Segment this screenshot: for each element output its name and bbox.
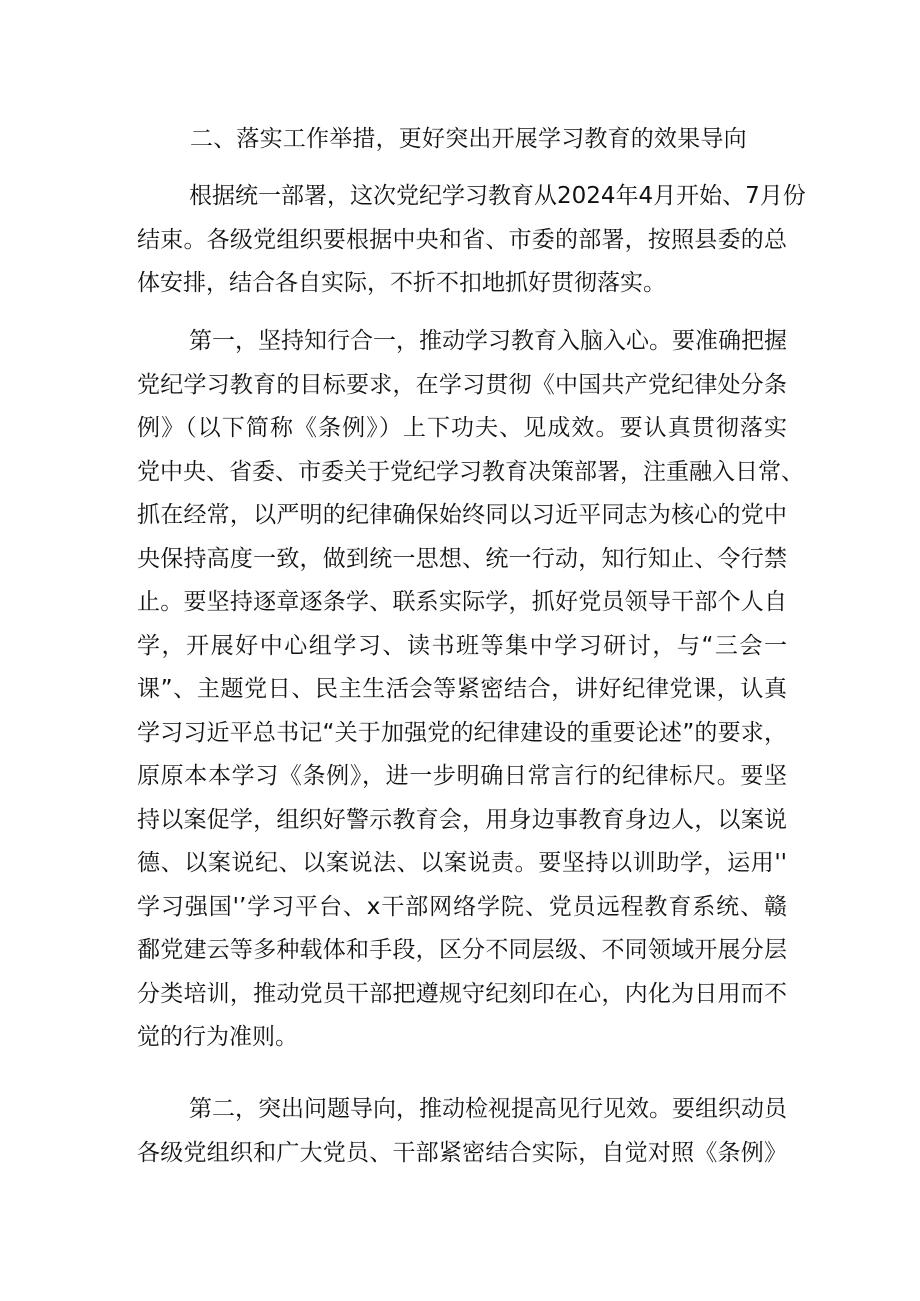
text-line: 课”、主题党日、民主生活会等紧密结合，讲好纪律党课，认真 <box>137 676 787 702</box>
text-line: 抓在经常，以严明的纪律确保始终同以习近平同志为核心的党中 <box>137 502 787 528</box>
text-line: 例》（以下简称《条例》）上下功夫、见成效。要认真贯彻落实 <box>137 415 787 441</box>
paragraph-second-point <box>137 1088 787 1175</box>
text-line: 觉的行为准则。 <box>137 1024 298 1050</box>
paragraph-deployment <box>137 175 806 306</box>
text-line: 学习强国'’学习平台、x干部网络学院、党员远程教育系统、赣 <box>137 893 787 920</box>
text-line: 各级党组织和广大党员、干部紧密结合实际，自觉对照《条例》 <box>137 1139 787 1166</box>
text-line: 党纪学习教育的目标要求，在学习贯彻《中国共产党纪律处分条 <box>137 371 787 398</box>
text-line: 鄱党建云等多种载体和手段，区分不同层级、不同领域开展分层 <box>137 937 787 963</box>
text-line: 止。要坚持逐章逐条学、联系实际学，抓好党员领导干部个人自 <box>137 589 787 615</box>
text-line: 结束。各级党组织要根据中央和省、市委的部署，按照县委的总 <box>137 226 787 253</box>
text-line: 分类培训，推动党员干部把遵规守纪刻印在心，内化为日用而不 <box>137 980 787 1007</box>
text-line: 德、以案说纪、以案说法、以案说责。要坚持以训助学，运用'' <box>137 850 787 876</box>
text-line: 党中央、省委、市委关于党纪学习教育决策部署，注重融入日常、 <box>137 458 804 485</box>
text-line: 央保持高度一致，做到统一思想、统一行动，知行知止、令行禁 <box>137 545 787 572</box>
text-line: 第一，坚持知行合一，推动学习教育入脑入心。要准确把握 <box>189 328 787 354</box>
text-line: 持以案促学，组织好警示教育会，用身边事教育身边人，以案说 <box>137 806 787 833</box>
text-line: 学，开展好中心组学习、读书班等集中学习研讨，与“三会一 <box>137 632 787 659</box>
text-line: 根据统一部署，这次党纪学习教育从2024年4月开始、7月份 <box>189 183 806 209</box>
text-line: 第二，突出问题导向，推动检视提高见行见效。要组织动员 <box>189 1096 787 1122</box>
paragraph-first-point <box>137 320 804 1060</box>
text-line: 原原本本学习《条例》，进一步明确日常言行的纪律标尺。要坚 <box>137 763 787 789</box>
text-line: 学习习近平总书记“关于加强党的纪律建设的重要论述”的要求， <box>137 719 787 746</box>
text-line: 体安排，结合各自实际，不折不扣地抓好贯彻落实。 <box>137 270 666 296</box>
section-heading: 二、落实工作举措，更好突出开展学习教育的效果导向 <box>190 126 747 152</box>
